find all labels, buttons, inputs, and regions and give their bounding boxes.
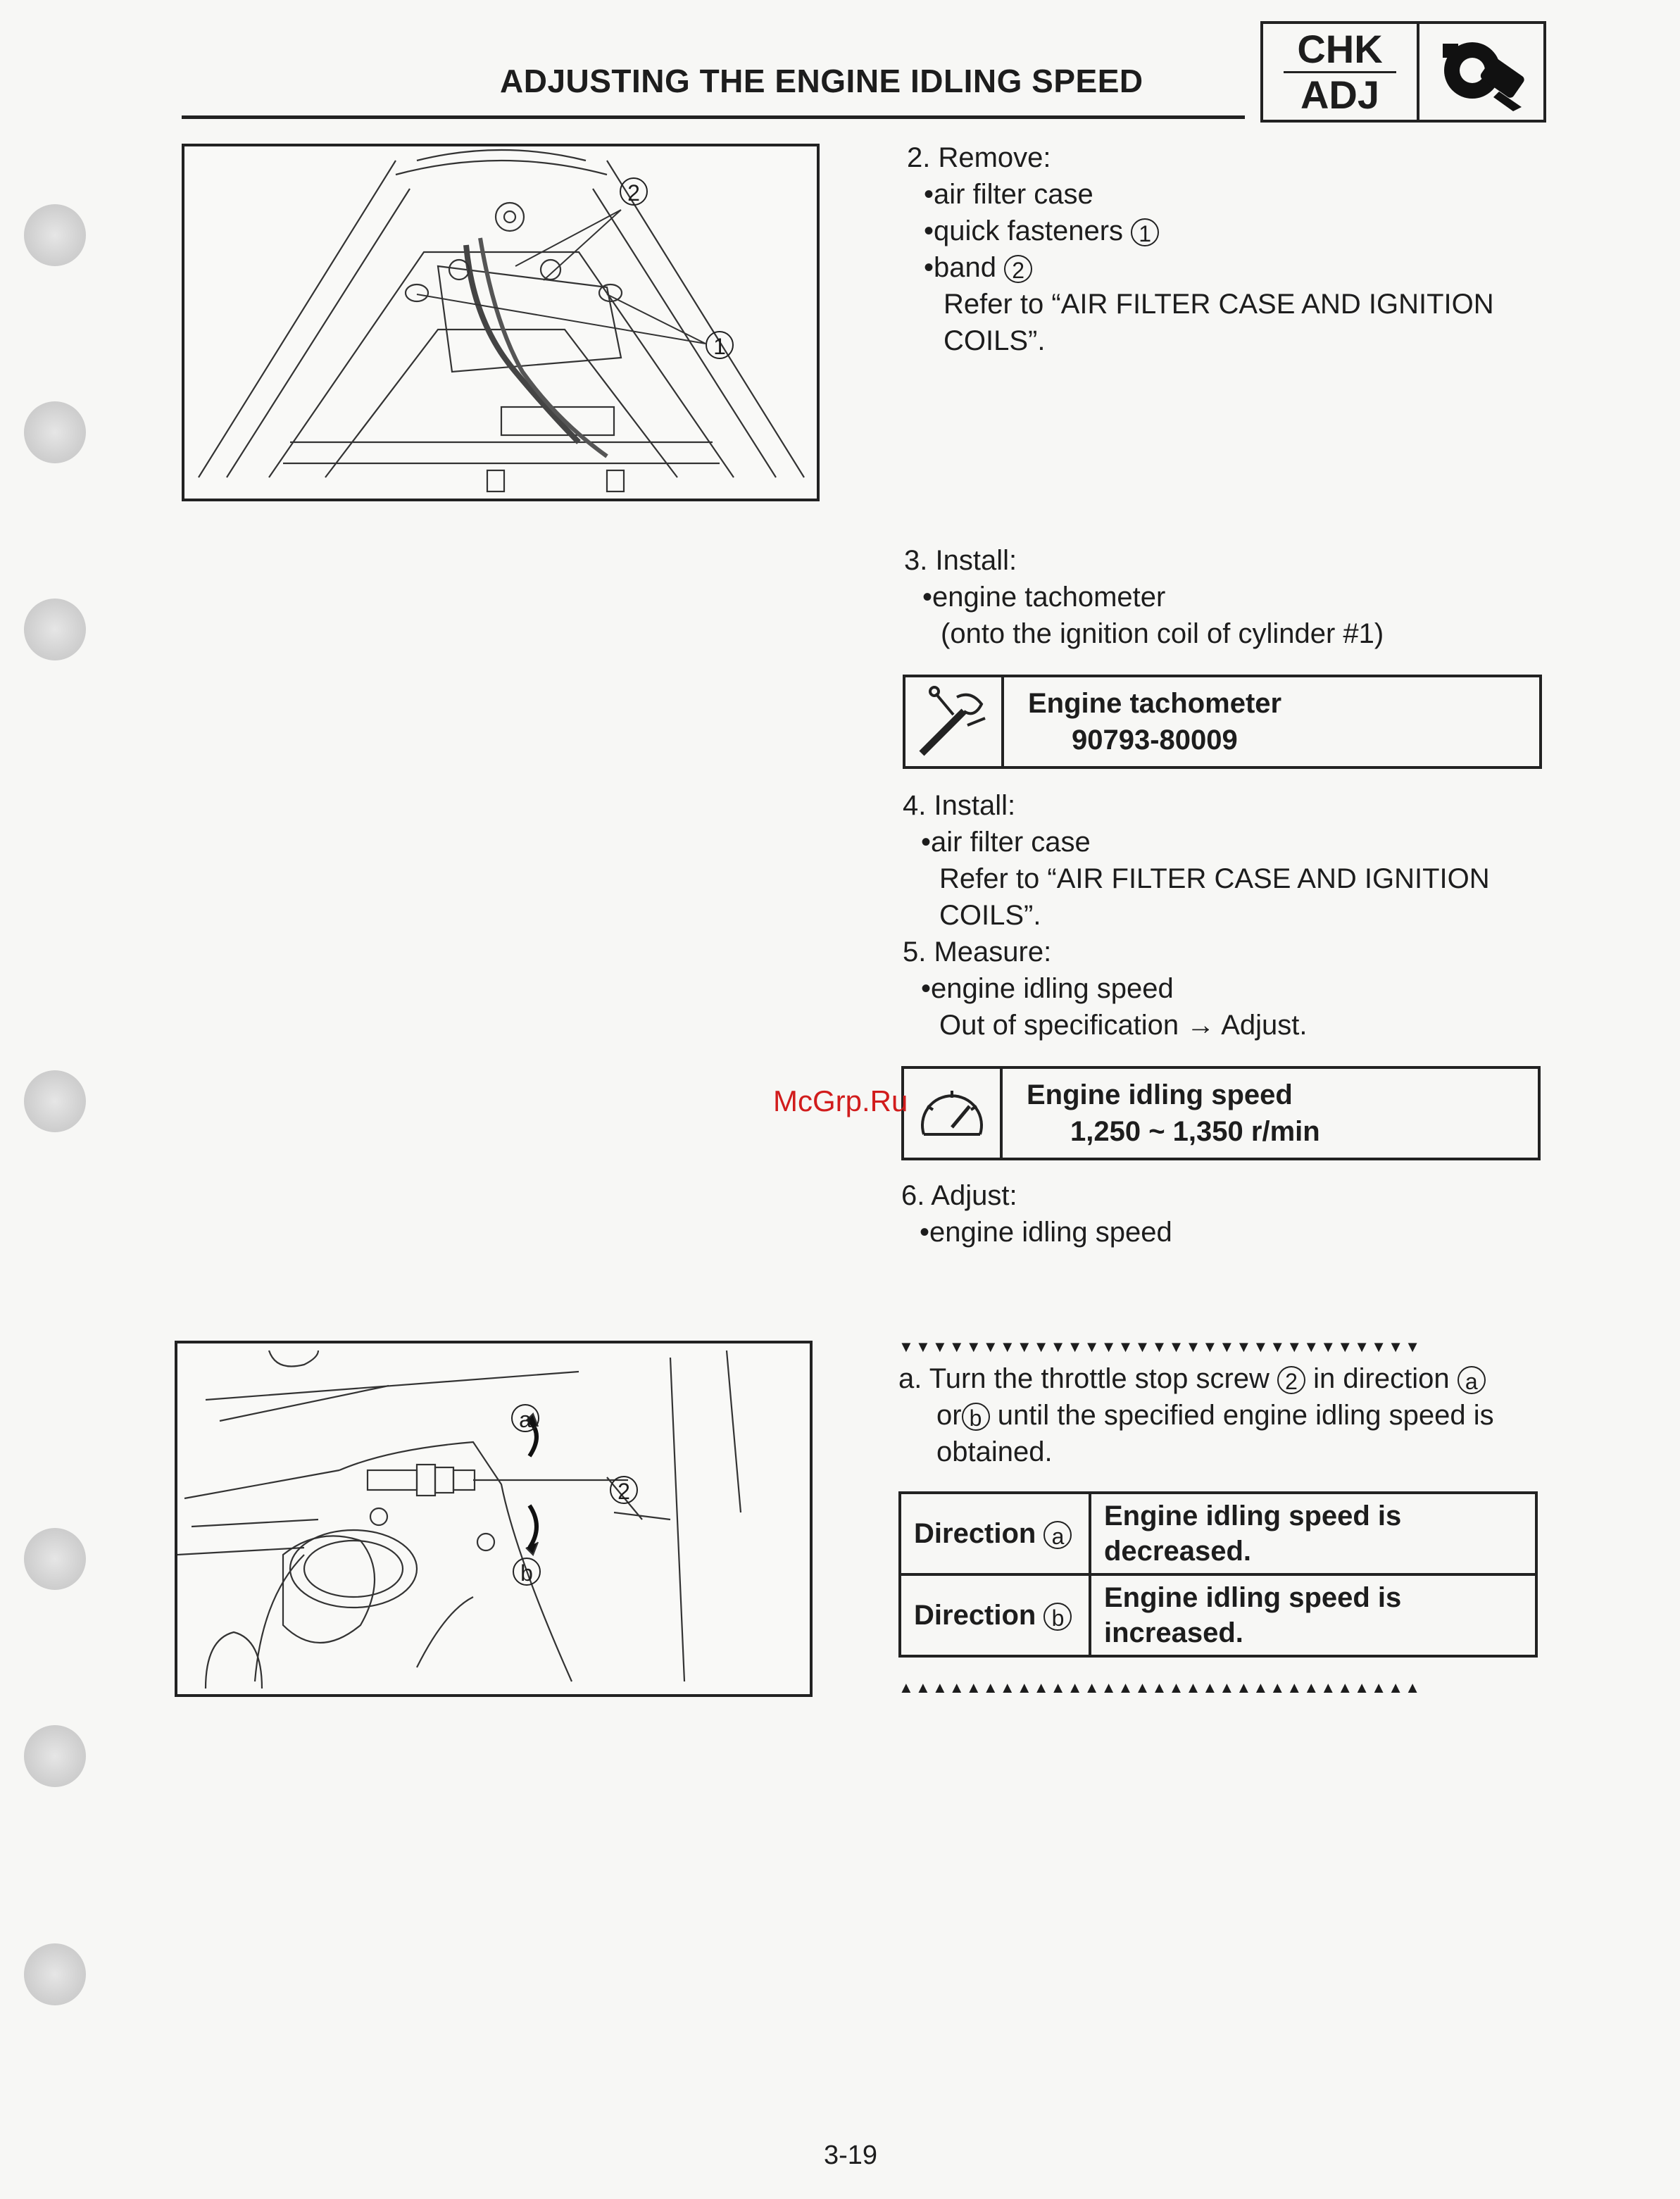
- list-item: •quick fasteners 1: [907, 213, 1494, 249]
- spec-box-text: [1003, 1069, 1320, 1158]
- callout-2: 2: [620, 177, 648, 206]
- table-row: [900, 1574, 1536, 1656]
- result-line: Engine idling speed is: [1104, 1582, 1402, 1613]
- list-item: •engine tachometer: [922, 582, 1166, 613]
- binder-hole: [24, 401, 86, 463]
- callout-1: 1: [706, 331, 734, 359]
- substep-line: obtained.: [936, 1436, 1053, 1467]
- tool-box-text: [1004, 677, 1281, 766]
- reference-line: Refer to “AIR FILTER CASE AND IGNITION: [944, 289, 1494, 320]
- page-title: ADJUSTING THE ENGINE IDLING SPEED: [500, 63, 1143, 99]
- direction-label: Direction: [914, 1600, 1036, 1631]
- list-item-text: engine idling speed: [931, 973, 1174, 1004]
- reference-line: COILS”.: [939, 900, 1041, 931]
- reference-line: Refer to “AIR FILTER CASE AND IGNITION: [939, 863, 1490, 894]
- ref-1: 1: [1131, 218, 1159, 246]
- callout-a: a: [511, 1404, 539, 1432]
- ref-2: 2: [1004, 255, 1032, 283]
- list-item-text: band: [934, 252, 996, 283]
- step-3: [904, 542, 1384, 652]
- badge-chk: CHK: [1297, 26, 1383, 71]
- page-number: 3-19: [824, 2141, 878, 2170]
- table-cell: [1090, 1493, 1536, 1574]
- substep-text: until the specified engine idling speed is: [997, 1400, 1494, 1431]
- substep-a: [898, 1360, 1494, 1470]
- gauge-icon: [904, 1069, 1003, 1158]
- reference-line: COILS”.: [944, 325, 1046, 356]
- ref-a: a: [1043, 1521, 1072, 1549]
- binder-hole: [24, 1070, 86, 1132]
- list-item-text: air filter case: [934, 179, 1093, 210]
- title-rule: [182, 115, 1245, 119]
- procedure-start-markers: ▼▼▼▼▼▼▼▼▼▼▼▼▼▼▼▼▼▼▼▼▼▼▼▼▼▼▼▼▼▼▼: [898, 1338, 1422, 1355]
- binder-hole: [24, 1725, 86, 1787]
- section-badge: [1260, 21, 1546, 123]
- direction-label: Direction: [914, 1518, 1036, 1549]
- spec-box: [901, 1066, 1541, 1160]
- direction-table: [898, 1491, 1538, 1658]
- watermark: McGrp.Ru: [773, 1084, 908, 1117]
- figure-air-filter-case: [182, 144, 820, 501]
- procedure-end-markers: ▲▲▲▲▲▲▲▲▲▲▲▲▲▲▲▲▲▲▲▲▲▲▲▲▲▲▲▲▲▲▲: [898, 1679, 1422, 1696]
- spec-label: Engine idling speed: [1027, 1079, 1293, 1110]
- callout-b: b: [513, 1558, 541, 1586]
- callout-2: 2: [610, 1476, 638, 1504]
- table-cell: [900, 1574, 1090, 1656]
- step-2-heading: 2. Remove:: [907, 142, 1051, 173]
- list-item: •air filter case: [924, 179, 1093, 210]
- note-line: Out of specification → Adjust.: [939, 1010, 1308, 1041]
- step-6-heading: 6. Adjust:: [901, 1180, 1017, 1211]
- list-item-text: air filter case: [931, 827, 1091, 858]
- tool-box: [903, 675, 1542, 769]
- step-3-heading: 3. Install:: [904, 545, 1017, 576]
- badge-codes: [1263, 24, 1419, 120]
- step-4-5: [903, 787, 1490, 1044]
- table-cell: [1090, 1574, 1536, 1656]
- ref-2: 2: [1277, 1366, 1305, 1394]
- table-row: [900, 1493, 1536, 1574]
- ref-a: a: [1458, 1366, 1486, 1394]
- substep-text: in direction: [1313, 1363, 1450, 1394]
- tool-part-number: 90793-80009: [1072, 725, 1238, 756]
- step-6: [901, 1177, 1172, 1251]
- substep-line: [898, 1360, 1494, 1397]
- list-item: •engine idling speed: [920, 1217, 1172, 1248]
- list-item: •engine idling speed: [921, 973, 1174, 1004]
- substep-text: a. Turn the throttle stop screw: [898, 1363, 1270, 1394]
- note-line: (onto the ignition coil of cylinder #1): [941, 618, 1384, 649]
- result-line: decreased.: [1104, 1536, 1252, 1567]
- result-line: Engine idling speed is: [1104, 1501, 1402, 1531]
- substep-text: or: [936, 1400, 962, 1431]
- ref-b: b: [962, 1403, 990, 1431]
- list-item-text: engine idling speed: [929, 1217, 1172, 1248]
- step-5-heading: 5. Measure:: [903, 936, 1052, 967]
- list-item-text: quick fasteners: [934, 215, 1124, 246]
- table-cell: [900, 1493, 1090, 1574]
- badge-adj: ADJ: [1300, 72, 1380, 117]
- step-2: [907, 139, 1494, 359]
- ref-b: b: [1043, 1603, 1072, 1631]
- tool-icon: [905, 677, 1004, 766]
- binder-hole: [24, 204, 86, 266]
- list-item: •air filter case: [921, 827, 1091, 858]
- spec-value: 1,250 ~ 1,350 r/min: [1070, 1116, 1320, 1147]
- binder-hole: [24, 599, 86, 660]
- substep-line: [898, 1397, 1494, 1434]
- wrench-gear-icon: [1419, 24, 1543, 120]
- list-item-text: engine tachometer: [932, 582, 1166, 613]
- binder-hole: [24, 1943, 86, 2005]
- step-4-heading: 4. Install:: [903, 790, 1016, 821]
- binder-hole: [24, 1528, 86, 1590]
- list-item: •band 2: [907, 249, 1494, 286]
- result-line: increased.: [1104, 1617, 1243, 1648]
- tool-label: Engine tachometer: [1028, 688, 1282, 719]
- figure-throttle-stop-screw: [175, 1341, 813, 1697]
